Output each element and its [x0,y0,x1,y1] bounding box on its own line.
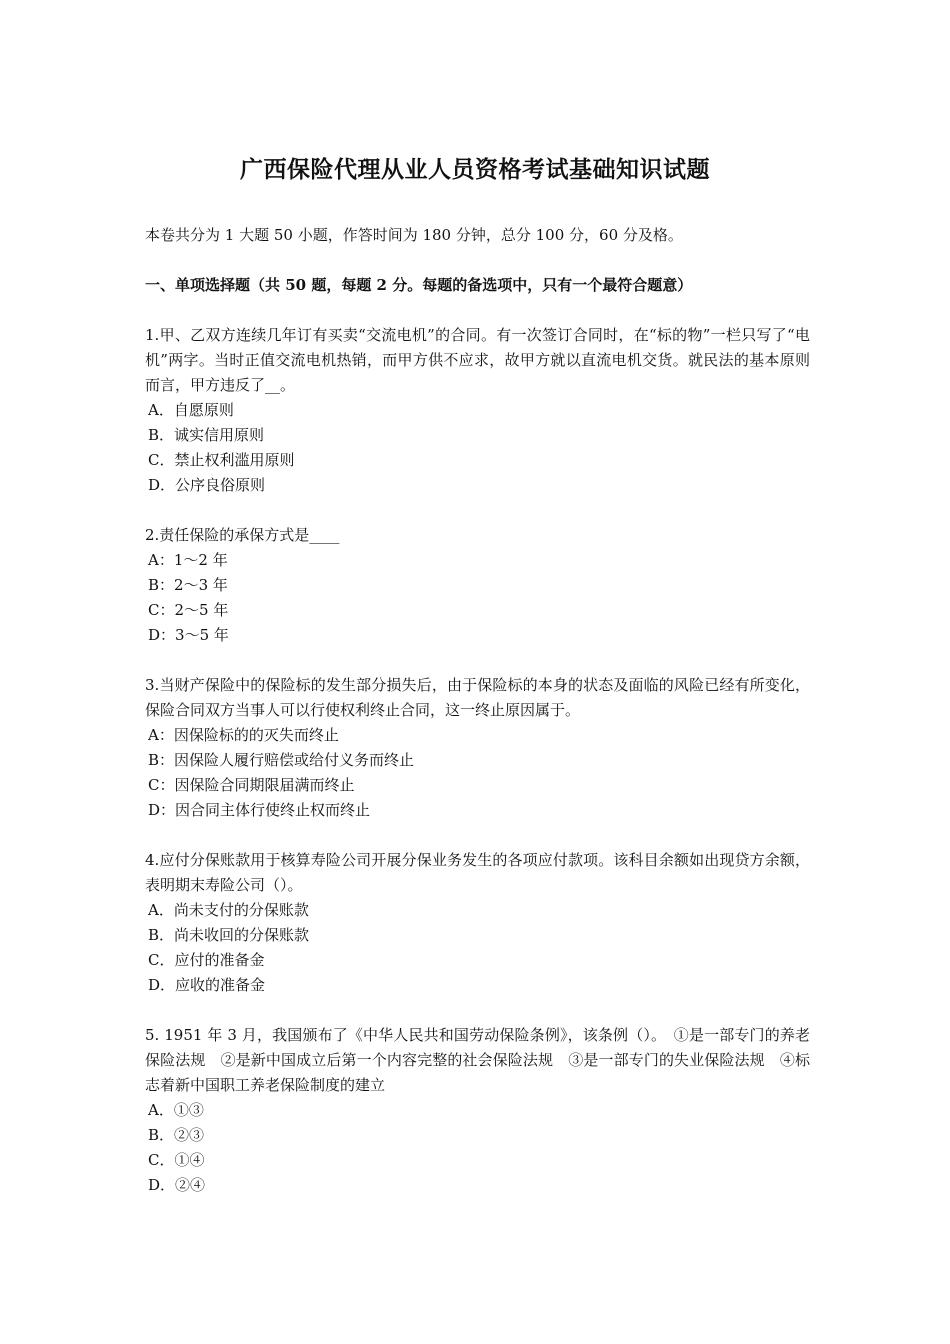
option-b: B：因保险人履行赔偿或给付义务而终止 [148,751,415,769]
question-5 [145,1023,810,1198]
question-3 [145,673,810,823]
option-list [145,723,810,823]
question-stem: 5. 1951 年 3 月，我国颁布了《中华人民共和国劳动保险条例》，该条例（）。 ①是一部专门的养老保险法规 ②是新中国成立后第一个内容完整的社会保险法规 ③是一部专门的失业保险法规 ④标志着新中国职工养老保险制度的建立 [145,1026,810,1094]
option-c: C．①④ [148,1151,205,1169]
section-heading: 一、单项选择题（共 50 题，每题 2 分。每题的备选项中，只有一个最符合题意） [145,276,693,294]
question-stem: 2.责任保险的承保方式是____ [145,526,340,544]
option-d: D：3～5 年 [148,626,229,644]
option-list [145,548,810,648]
option-list [145,898,810,998]
exam-intro: 本卷共分为 1 大题 50 小题，作答时间为 180 分钟，总分 100 分，60 分及格。 [145,226,683,244]
option-b: B：2～3 年 [148,576,228,594]
question-1 [145,323,810,498]
question-stem: 4.应付分保账款用于核算寿险公司开展分保业务发生的各项应付款项。该科目余额如出现贷方余额，表明期末寿险公司（）。 [145,851,810,894]
option-a: A：因保险标的的灭失而终止 [148,726,339,744]
option-d: D．②④ [148,1176,206,1194]
option-d: D．应收的准备金 [148,976,266,994]
option-a: A：1～2 年 [148,551,228,569]
option-a: A．尚未支付的分保账款 [148,901,309,919]
option-a: A．自愿原则 [148,401,234,419]
option-b: B．诚实信用原则 [148,426,265,444]
question-2 [145,523,810,648]
question-stem: 3.当财产保险中的保险标的发生部分损失后，由于保险标的本身的状态及面临的风险已经有所变化，保险合同双方当事人可以行使权利终止合同，这一终止原因属于。 [145,676,810,719]
option-b: B．尚未收回的分保账款 [148,926,310,944]
document-title: 广西保险代理从业人员资格考试基础知识试题 [240,156,710,183]
option-list [145,398,810,498]
option-b: B．②③ [148,1126,205,1144]
option-c: C：2～5 年 [148,601,229,619]
option-a: A．①③ [148,1101,204,1119]
option-d: D：因合同主体行使终止权而终止 [148,801,371,819]
option-d: D．公序良俗原则 [148,476,266,494]
option-c: C．禁止权利滥用原则 [148,451,295,469]
option-c: C：因保险合同期限届满而终止 [148,776,355,794]
question-stem: 1.甲、乙双方连续几年订有买卖“交流电机”的合同。有一次签订合同时，在“标的物”一栏只写了“电机”两字。当时正值交流电机热销，而甲方供不应求，故甲方就以直流电机交货。就民法的基本原则而言，甲方违反了__。 [145,326,810,394]
document-body [145,223,810,1198]
option-c: C．应付的准备金 [148,951,265,969]
question-4 [145,848,810,998]
option-list [145,1098,810,1198]
